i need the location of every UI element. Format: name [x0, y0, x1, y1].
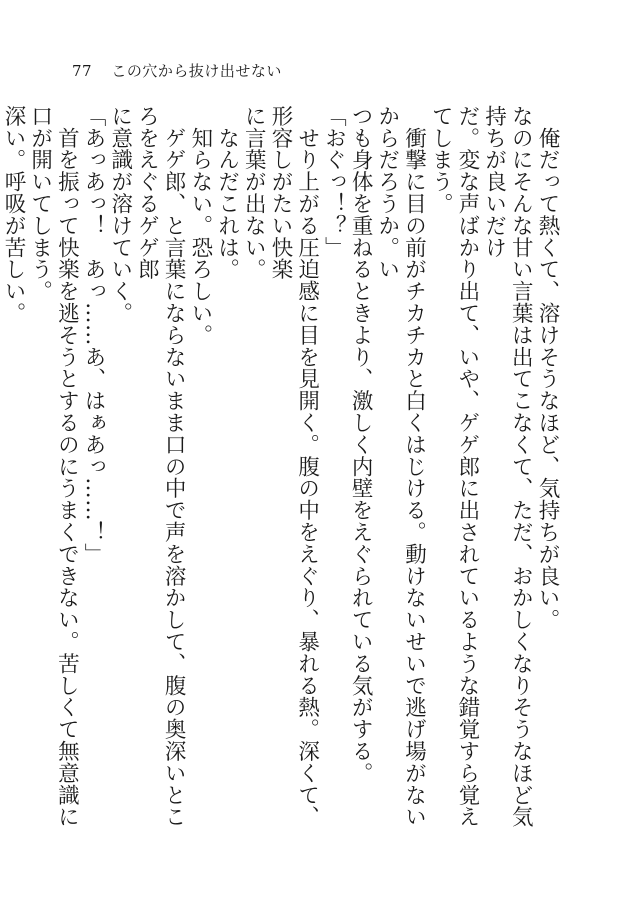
text-line: 俺だって熱くて、溶けそうなほど、気持ちが良い。: [535, 105, 560, 631]
text-line: 首を振って快楽を逃そうとするのにうまくできない。苦しくて無意識に口が開いてしまう。: [27, 105, 80, 828]
text-line: つも身体を重ねるときより、激しく内壁をえぐられている気がする。: [348, 105, 374, 784]
page-header: [72, 60, 282, 81]
text-line: 「おぐっ！？」: [321, 105, 347, 259]
text-line: 衝撃に目の前がチカチカと白くはじける。動けないせいで逃げ場がないからだろうか。い: [374, 105, 427, 828]
chapter-title: この穴から抜け出せない: [111, 62, 282, 80]
text-line: 知らない。恐ろしい。: [187, 105, 213, 346]
text-line: に意識が溶けていく。: [107, 105, 133, 324]
text-line: に言葉が出ない。: [241, 105, 267, 281]
vertical-text-body: [0, 105, 560, 835]
text-line: だ。変な声ばかり出て、いや、ゲゲ郎に出されているような錯覚すら覚えてしまう。: [428, 105, 480, 828]
text-line: なんだこれは。: [214, 105, 240, 281]
page-number: 77: [72, 62, 93, 80]
text-line: 「あっあっ！ あっ……あ、はぁあっ……！」: [81, 105, 107, 565]
text-line: ゲゲ郎、と言葉にならないまま口の中で声を溶かして、腹の奥深いところをえぐるゲゲ郎: [134, 105, 187, 828]
text-line: せり上がる圧迫感に目を見開く。腹の中をえぐり、暴れる熱。深くて、形容しがたい快楽: [267, 105, 320, 828]
text-line: 深い。呼吸が苦しい。: [0, 105, 26, 324]
text-line: なのにそんな甘い言葉は出てこなくて、ただ、おかしくなりそうなほど気持ちが良いだけ: [481, 105, 534, 828]
